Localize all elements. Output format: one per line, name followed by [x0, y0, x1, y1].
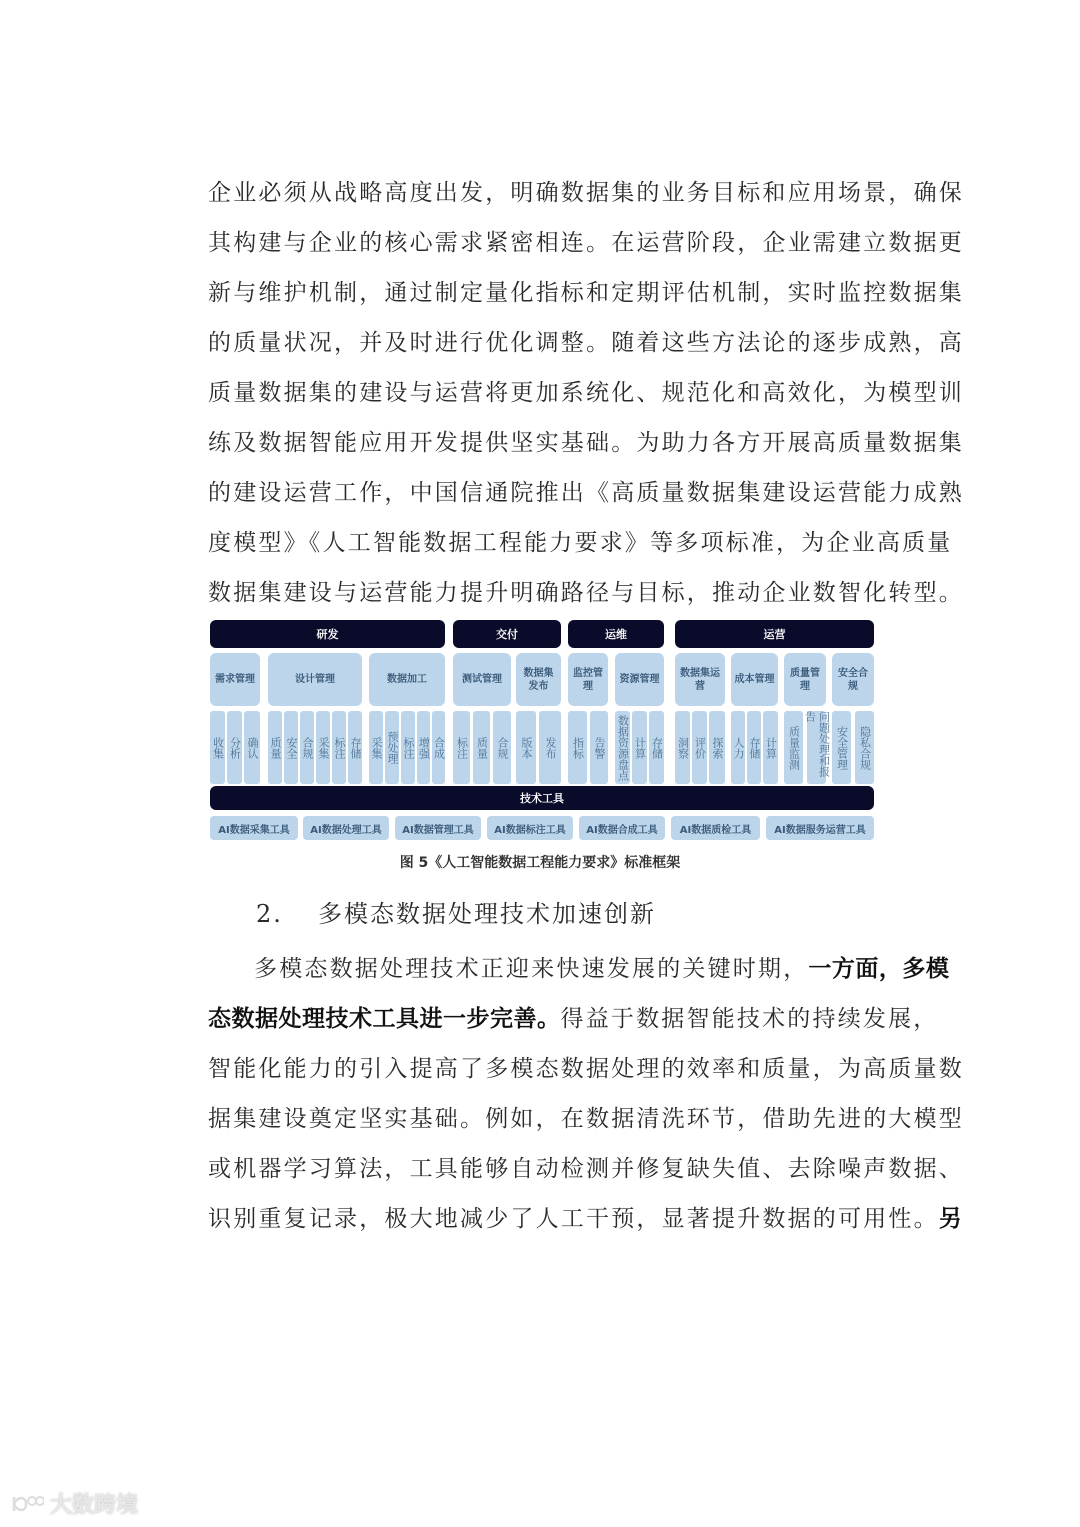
capability-item: 探索: [709, 711, 725, 784]
capability-item: 采集: [316, 711, 330, 784]
capability-item: 标注: [332, 711, 346, 784]
capability-item: 隐私合规: [855, 711, 874, 784]
capability-item: 数据资源盘点: [615, 711, 630, 784]
tool-box: AI数据服务运营工具: [766, 816, 874, 840]
section-heading: [256, 894, 656, 929]
text-line: 其构建与企业的核心需求紧密相连。在运营阶段，企业需建立数据更: [208, 230, 964, 256]
capability-item: 存储: [649, 711, 664, 784]
paragraph-multimodal: [208, 944, 964, 1244]
category-box: 质量管理: [784, 653, 826, 706]
capability-item: 发布: [539, 711, 561, 784]
framework-diagram: [210, 620, 874, 842]
text-bold: 态数据处理技术工具进一步完善。: [208, 1006, 561, 1032]
capability-item: 标注: [401, 711, 415, 784]
capability-item: 质量: [473, 711, 490, 784]
category-box: 设计管理: [268, 653, 362, 706]
text-line: 数据集建设与运营能力提升明确路径与目标，推动企业数智化转型。: [208, 580, 964, 606]
capability-item: 存储: [747, 711, 761, 784]
capability-item: 合规: [493, 711, 511, 784]
text-line: [208, 1194, 963, 1244]
capability-item: 合成: [432, 711, 445, 784]
text-line: 的建设运营工作，中国信通院推出《高质量数据集建设运营能力成熟: [208, 480, 964, 506]
text-bold: 另: [938, 1206, 963, 1232]
capability-item: 版本: [516, 711, 536, 784]
capability-item: 计算: [632, 711, 647, 784]
tool-box: AI数据合成工具: [579, 816, 665, 840]
category-box: 成本管理: [731, 653, 778, 706]
capability-item: 标注: [453, 711, 470, 784]
tool-box: AI数据处理工具: [303, 816, 389, 840]
text-line: [208, 994, 939, 1044]
phase-header: 研发: [210, 620, 445, 648]
capability-item: 质量监测: [784, 711, 803, 784]
brand-logo-icon: [10, 1493, 44, 1515]
capability-item: 评价: [692, 711, 707, 784]
category-box: 数据加工: [369, 653, 445, 706]
text-line: 的质量状况，并及时进行优化调整。随着这些方法论的逐步成熟，高: [208, 330, 964, 356]
text-line: 度模型》《人工智能数据工程能力要求》等多项标准，为企业高质量: [208, 530, 953, 556]
phase-header: 交付: [453, 620, 561, 648]
text-normal: 识别重复记录，极大地减少了人工干预，显著提升数据的可用性。: [208, 1206, 939, 1232]
capability-item: 问题处理和报告: [807, 711, 826, 784]
capability-item: 预处理: [385, 711, 399, 784]
text-line: 新与维护机制，通过制定量化指标和定期评估机制，实时监控数据集: [208, 280, 964, 306]
tech-tools-bar: 技术工具: [210, 786, 874, 810]
capability-item: 质量: [268, 711, 282, 784]
capability-item: 分析: [227, 711, 242, 784]
capability-item: 指标: [568, 711, 587, 784]
watermark: [10, 1488, 138, 1519]
text-line: [208, 944, 950, 994]
capability-item: 安全: [284, 711, 298, 784]
text-line: 质量数据集的建设与运营将更加系统化、规范化和高效化，为模型训: [208, 380, 964, 406]
tool-box: AI数据管理工具: [395, 816, 481, 840]
capability-item: 合规: [300, 711, 314, 784]
category-box: 数据集运营: [675, 653, 725, 706]
text-line: 据集建设奠定坚实基础。例如，在数据清洗环节，借助先进的大模型: [208, 1106, 964, 1132]
tool-box: AI数据质检工具: [671, 816, 760, 840]
category-box: 数据集发布: [516, 653, 561, 706]
capability-item: 人力: [731, 711, 745, 784]
capability-item: 告警: [590, 711, 608, 784]
phase-header: 运营: [675, 620, 874, 648]
category-box: 测试管理: [453, 653, 511, 706]
phase-header: 运维: [568, 620, 664, 648]
text-normal: 得益于数据智能技术的持续发展，: [560, 1006, 939, 1032]
capability-item: 存储: [348, 711, 362, 784]
capability-item: 洞察: [675, 711, 690, 784]
section-number: 2.: [256, 900, 283, 928]
text-line: 练及数据智能应用开发提供坚实基础。为助力各方开展高质量数据集: [208, 430, 964, 456]
watermark-text: 大数跨境: [50, 1493, 139, 1518]
capability-item: 采集: [369, 711, 383, 784]
tool-box: AI数据标注工具: [487, 816, 573, 840]
category-box: 资源管理: [615, 653, 664, 706]
capability-item: 安全管理: [832, 711, 851, 784]
text-line: 企业必须从战略高度出发，明确数据集的业务目标和应用场景，确保: [208, 180, 964, 206]
capability-item: 确认: [244, 711, 260, 784]
capability-item: 增强: [417, 711, 430, 784]
text-normal: 多模态数据处理技术正迎来快速发展的关键时期，: [254, 956, 809, 982]
tool-box: AI数据采集工具: [210, 816, 298, 840]
category-box: 安全合规: [832, 653, 874, 706]
capability-item: 收集: [210, 711, 225, 784]
paragraph-intro: [208, 168, 964, 618]
capability-item: 计算: [763, 711, 778, 784]
text-line: 或机器学习算法，工具能够自动检测并修复缺失值、去除噪声数据、: [208, 1156, 964, 1182]
text-bold: 一方面，多模: [808, 956, 950, 982]
text-line: 智能化能力的引入提高了多模态数据处理的效率和质量，为高质量数: [208, 1056, 964, 1082]
section-title: 多模态数据处理技术加速创新: [318, 900, 656, 928]
category-box: 监控管理: [568, 653, 608, 706]
figure-caption: 图 5《人工智能数据工程能力要求》标准框架: [399, 855, 681, 871]
category-box: 需求管理: [210, 653, 260, 706]
